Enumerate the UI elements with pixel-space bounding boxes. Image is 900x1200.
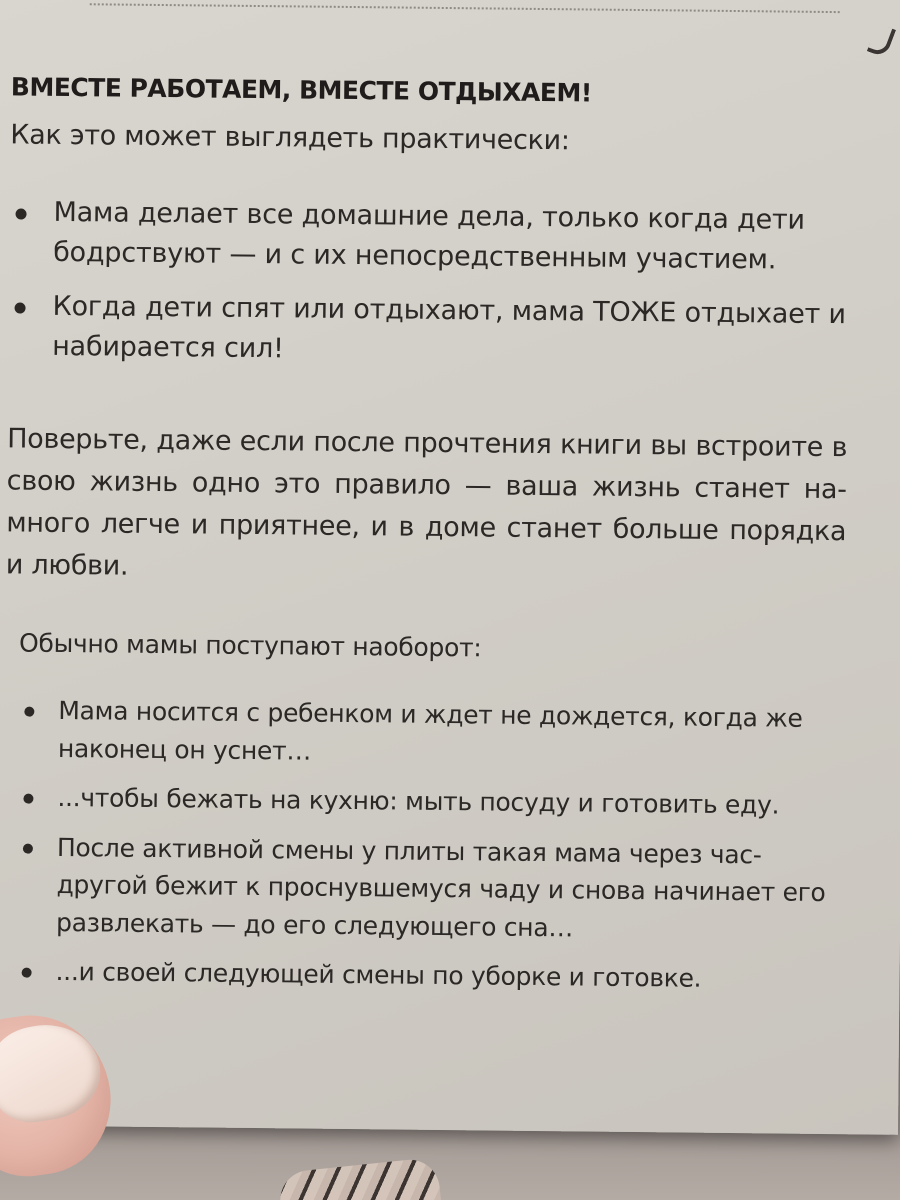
list-item	[9, 192, 870, 281]
list-item-text: Когда дети спят или отдыхают, мама ТОЖЕ отдыхает и набирается сил!	[52, 290, 846, 365]
body-paragraph: Поверьте, даже если после прочтения книги вы встроите в свою жизнь одно это правило — ваша жизнь станет на-много легче и приятнее, и в доме станет больше порядка и любви.	[5, 423, 848, 582]
bullet-icon	[23, 794, 33, 804]
section-heading: ВМЕСТЕ РАБОТАЕМ, ВМЕСТЕ ОТДЫХАЕМ!	[10, 72, 592, 108]
bullet-icon	[15, 302, 26, 313]
list-item-text: После активной смены у плиты такая мама через час-другой бежит к проснувшемуся чаду и снова начинает его развлекать — до его следующего сна…	[55, 832, 826, 943]
list-item	[8, 286, 869, 375]
bullet-icon	[15, 208, 26, 219]
bullet-icon	[23, 843, 33, 853]
contrast-list	[15, 692, 864, 999]
list-item-text: Мама носится с ребенком и ждет не дождется, когда же наконец он уснет…	[57, 696, 803, 766]
list-item-text: Мама делает все домашние дела, только когда дети бодрствуют — и с их непосредственным участием.	[52, 196, 806, 276]
list-item	[17, 779, 837, 825]
bullet-icon	[22, 968, 32, 978]
patterned-sleeve	[277, 1157, 442, 1200]
practical-list	[8, 192, 870, 375]
list-item	[16, 828, 837, 949]
contrast-lead: Обычно мамы поступают наоборот:	[18, 628, 482, 663]
list-item	[18, 692, 839, 776]
page-text	[1, 72, 871, 1011]
list-item-text: ...и своей следующей смены по уборке и готовке.	[55, 957, 702, 993]
list-item	[15, 953, 835, 999]
page-corner-curl	[867, 23, 896, 58]
page-edge	[90, 3, 840, 13]
list-item-text: ...чтобы бежать на кухню: мыть посуду и готовить еду.	[57, 783, 780, 820]
bullet-icon	[24, 707, 34, 717]
lead-text: Как это может выглядеть практически:	[10, 119, 570, 157]
